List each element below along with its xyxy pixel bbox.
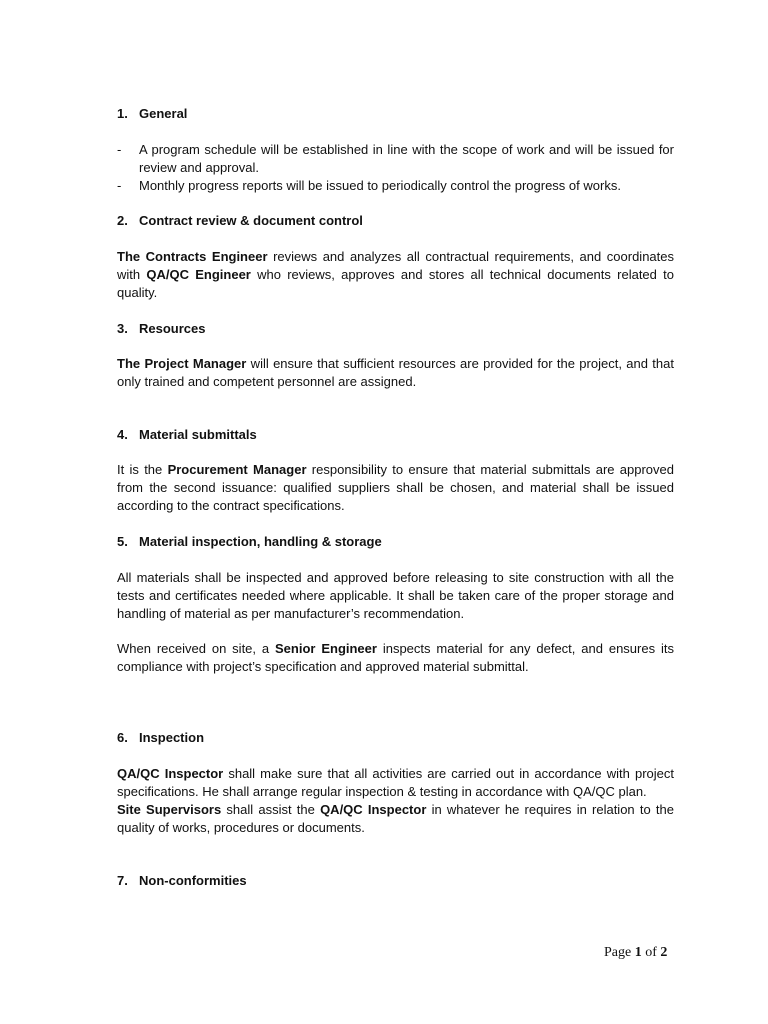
paragraph-text: inspects material for any defect, and ensures its compliance with project’s specification and approved material submittal. <box>117 641 674 674</box>
paragraph-text: responsibility to ensure that material submittals are approved from the second issuance: qualified suppliers shall be chosen, and material shall be issued according to the contract specifications. <box>117 462 674 513</box>
section-number: 5. <box>117 534 128 549</box>
paragraph-text: When received on site, a <box>117 641 275 656</box>
bullet-text: Monthly progress reports will be issued to periodically control the progress of works. <box>139 178 621 193</box>
bullet-item <box>117 141 674 177</box>
role-name: QA/QC Engineer <box>146 267 251 282</box>
paragraph-text: in whatever he requires in relation to the quality of works, procedures or documents. <box>117 802 674 835</box>
paragraph-text: who reviews, approves and stores all technical documents related to quality. <box>117 267 674 300</box>
section-number: 3. <box>117 321 128 336</box>
section-heading-general <box>117 105 187 123</box>
bullet-dash: - <box>117 142 122 157</box>
paragraph-text: will ensure that sufficient resources are provided for the project, and that only trained and competent personnel are assigned. <box>117 356 674 389</box>
paragraph-text: All materials shall be inspected and approved before releasing to site construction with all the tests and certificates needed where applicable. It shall be taken care of the proper storage and handling of material as per manufacturer’s recommendation. <box>117 570 674 621</box>
section-heading-non-conformities <box>117 872 247 890</box>
section-number: 1. <box>117 106 128 121</box>
role-name: Site Supervisors <box>117 802 222 817</box>
role-name: The Contracts Engineer <box>117 249 268 264</box>
section-number: 4. <box>117 427 128 442</box>
role-name: Procurement Manager <box>167 462 307 477</box>
section-heading-contract-review <box>117 212 363 230</box>
section-number: 6. <box>117 730 128 745</box>
section-heading-material-submittals <box>117 426 257 444</box>
contract-review-paragraph <box>117 248 674 302</box>
section-title: Contract review & document control <box>139 213 363 228</box>
paragraph-text: shall make sure that all activities are carried out in accordance with project specifications. He shall arrange regular inspection & testing in accordance with QA/QC plan. <box>117 766 674 799</box>
of-word: of <box>641 945 661 960</box>
section-number: 2. <box>117 213 128 228</box>
bullet-item <box>117 177 674 195</box>
material-inspection-paragraph-1 <box>117 569 674 623</box>
paragraph-text: reviews and analyzes all contractual requirements, and coordinates with <box>117 249 675 282</box>
inspection-paragraph <box>117 765 674 837</box>
section-heading-material-inspection <box>117 533 382 551</box>
page-number-footer <box>604 945 667 961</box>
bullet-dash: - <box>117 178 122 193</box>
section-title: Material inspection, handling & storage <box>139 534 382 549</box>
section-number: 7. <box>117 873 128 888</box>
section-title: Inspection <box>139 730 205 745</box>
resources-paragraph <box>117 355 674 391</box>
bullet-text: A program schedule will be established in line with the scope of work and will be issued for review and approval. <box>139 142 674 175</box>
role-name: QA/QC Inspector <box>117 766 224 781</box>
paragraph-text: shall assist the <box>221 802 321 817</box>
section-heading-inspection <box>117 729 204 747</box>
section-title: Resources <box>139 321 206 336</box>
section-title: General <box>139 106 188 121</box>
section-heading-resources <box>117 320 205 338</box>
role-name: QA/QC Inspector <box>320 802 427 817</box>
paragraph-text: It is the <box>117 462 168 477</box>
section-title: Material submittals <box>139 427 257 442</box>
role-name: The Project Manager <box>117 356 247 371</box>
section-title: Non-conformities <box>139 873 247 888</box>
material-inspection-paragraph-2 <box>117 640 674 676</box>
material-submittals-paragraph <box>117 461 674 515</box>
page-word: Page <box>604 945 635 960</box>
current-page: 1 <box>634 945 642 960</box>
role-name: Senior Engineer <box>275 641 377 656</box>
total-pages: 2 <box>660 945 668 960</box>
